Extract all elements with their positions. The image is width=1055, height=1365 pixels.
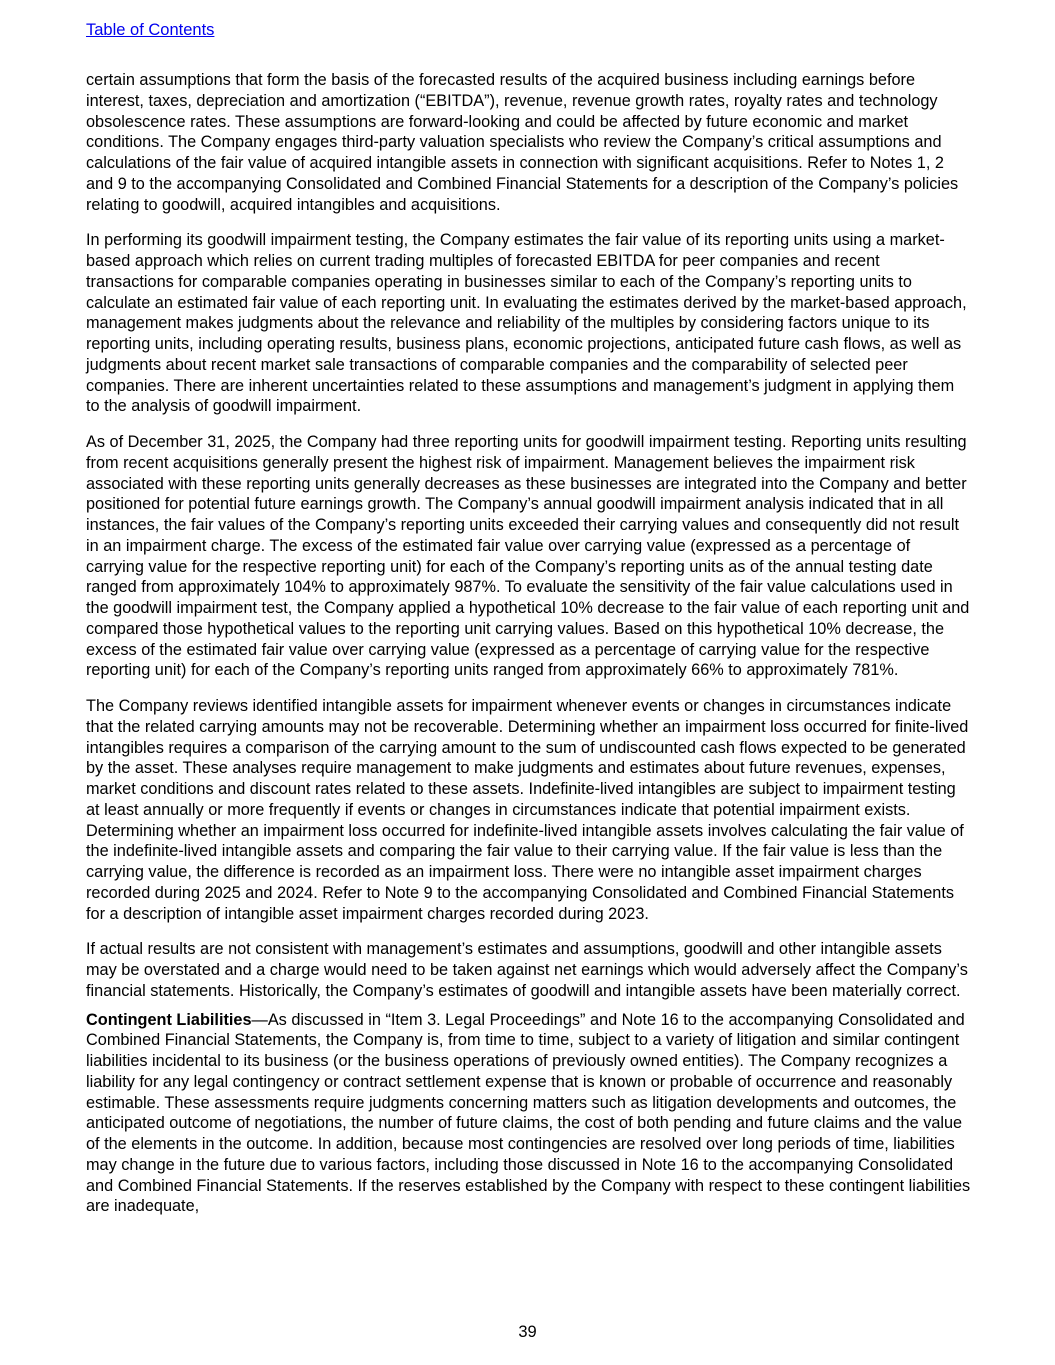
paragraph-intangible-impairment: The Company reviews identified intangible assets for impairment whenever events or changes in circumstances indicate that the related carrying amounts may not be recoverable. Determining whether an impairment loss occurred for finite-lived intangibles requires a comparison of the carrying amount to the sum of undiscounted cash flows expected to be generated by the asset. These analyses require management to make judgments and estimates about future revenues, expenses, market conditions and discount rates related to these assets. Indefinite-lived intangibles are subject to impairment testing at least annually or more frequently if events or changes in circumstances indicate that potential impairment exists. Determining whether an impairment loss occurred for indefinite-lived intangible assets involves calculating the fair value of the indefinite-lived intangible assets and comparing the fair value to their carrying value. If the fair value is less than the carrying value, the difference is recorded as an impairment loss. There were no intangible asset impairment charges recorded during 2025 and 2024. Refer to Note 9 to the accompanying Consolidated and Combined Financial Statements for a description of intangible asset impairment charges recorded during 2023. bbox=[86, 697, 969, 923]
document-body bbox=[86, 70, 971, 1232]
paragraph-goodwill-testing-approach: In performing its goodwill impairment testing, the Company estimates the fair value of its reporting units using a market-based approach which relies on current trading multiples of forecasted EBITDA for peer companies and recent transactions for comparable companies operating in businesses similar to each of the Company’s reporting units to calculate an estimated fair value of each reporting unit. In evaluating the estimates derived by the market-based approach, management makes judgments about the relevance and reliability of the multiples by considering factors unique to its reporting units, including operating results, business plans, economic projections, anticipated future cash flows, as well as judgments about recent market sale transactions of comparable companies and the comparability of selected peer companies. There are inherent uncertainties related to these assumptions and management’s judgment in applying them to the analysis of goodwill impairment. bbox=[86, 231, 967, 416]
table-of-contents-link[interactable]: Table of Contents bbox=[86, 21, 215, 39]
contingent-liabilities-text: —As discussed in “Item 3. Legal Proceedings” and Note 16 to the accompanying Consolidated and Combined Financial Statements, the Company is, from time to time, subject to a variety of litigation and similar contingent liabilities incidental to its business (or the business operations of previously owned entities). The Company recognizes a liability for any legal contingency or contract settlement expense that is known or probable of occurrence and reasonably estimable. These assessments require judgments concerning matters such as litigation developments and outcomes, the anticipated outcome of negotiations, the number of future claims, the cost of both pending and future claims and the value of the elements in the outcome. In addition, because most contingencies are resolved over long periods of time, liabilities may change in the future due to various factors, including those discussed in Note 16 to the accompanying Consolidated and Combined Financial Statements. If the reserves established by the Company with respect to these contingent liabilities are inadequate, bbox=[86, 1010, 971, 1216]
paragraph-acquisition-assumptions: certain assumptions that form the basis of the forecasted results of the acquired business including earnings before interest, taxes, depreciation and amortization (“EBITDA”), revenue, revenue growth rates, royalty rates and technology obsolescence rates. These assumptions are forward-looking and could be affected by future economic and market conditions. The Company engages third-party valuation specialists who review the Company’s critical assumptions and calculations of the fair value of acquired intangible assets in connection with significant acquisitions. Refer to Notes 1, 2 and 9 to the accompanying Consolidated and Combined Financial Statements for a description of the Company’s policies relating to goodwill, acquired intangibles and acquisitions. bbox=[86, 71, 959, 214]
paragraph-actual-results: If actual results are not consistent with management’s estimates and assumptions, goodwill and other intangible assets may be overstated and a charge would need to be taken against net earnings which would adversely affect the Company’s financial statements. Historically, the Company’s estimates of goodwill and intangible assets have been materially correct. bbox=[86, 940, 968, 1000]
paragraph-contingent-liabilities bbox=[86, 1010, 971, 1218]
paragraph-reporting-units: As of December 31, 2025, the Company had three reporting units for goodwill impairment testing. Reporting units resulting from recent acquisitions generally present the highest risk of impairment. Management believes the impairment risk associated with these reporting units generally decreases as these businesses are integrated into the Company and better positioned for potential future earnings growth. The Company’s annual goodwill impairment analysis indicated that in all instances, the fair values of the Company’s reporting units exceeded their carrying values and consequently did not result in an impairment charge. The excess of the estimated fair value over carrying value (expressed as a percentage of carrying value for the respective reporting unit) for each of the Company’s reporting units as of the annual testing date ranged from approximately 104% to approximately 987%. To evaluate the sensitivity of the fair value calculations used in the goodwill impairment test, the Company applied a hypothetical 10% decrease to the fair value of each reporting unit and compared those hypothetical values to the reporting unit carrying values. Based on this hypothetical 10% decrease, the excess of the estimated fair value over carrying value (expressed as a percentage of carrying value for the respective reporting unit) for each of the Company’s reporting units ranged from approximately 66% to approximately 781%. bbox=[86, 433, 970, 680]
page-number: 39 bbox=[518, 1323, 537, 1341]
contingent-liabilities-heading: Contingent Liabilities bbox=[86, 1010, 252, 1029]
